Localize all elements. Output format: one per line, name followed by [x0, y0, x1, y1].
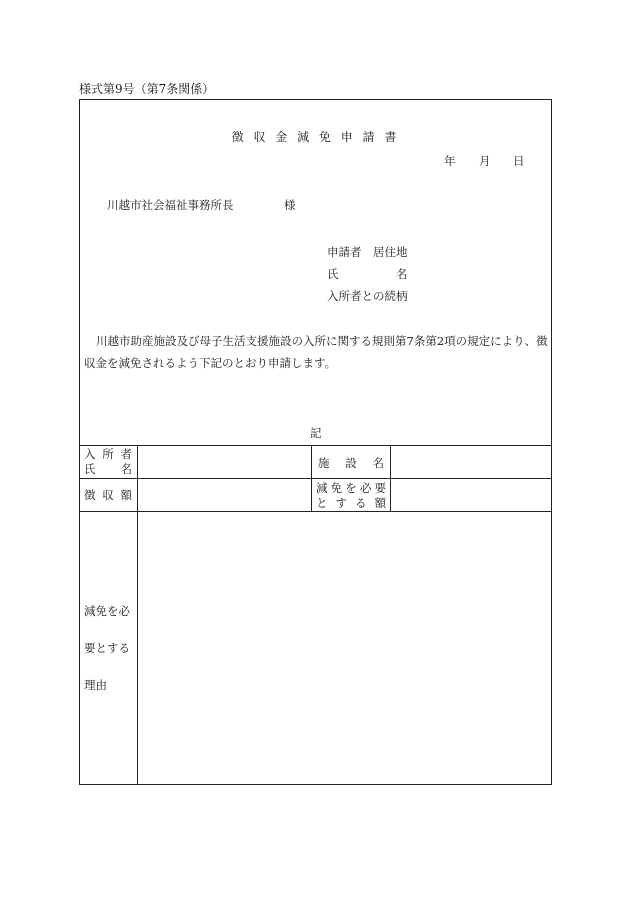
date-year-label: 年 — [444, 154, 456, 168]
table-col-divider — [311, 445, 312, 511]
reduction-amount-label-line2: とする額 — [316, 496, 386, 510]
facility-name-label: 施設名 — [318, 456, 384, 470]
reason-label-line3: 理由 — [84, 678, 107, 692]
applicant-relation-label: 入所者との続柄 — [327, 289, 408, 303]
addressee-honorific: 様 — [284, 198, 296, 212]
applicant-name-label-given: 名 — [396, 267, 408, 281]
applicant-address-label: 申請者 居住地 — [327, 245, 408, 259]
resident-name-label-line1: 入所者 — [84, 447, 132, 461]
date-month-label: 月 — [479, 154, 491, 168]
form-number: 様式第9号（第7条関係） — [79, 82, 215, 96]
reason-field[interactable] — [138, 512, 551, 784]
ki-heading: 記 — [310, 426, 322, 440]
document-title: 徴 収 金 減 免 申 請 書 — [231, 130, 400, 144]
applicant-name-label-family: 氏 — [327, 267, 339, 281]
application-statement: 川越市助産施設及び母子生活支援施設の入所に関する規則第7条第2項の規定により、徴収金を減免されるよう下記のとおり申請します。 — [84, 334, 548, 370]
fee-amount-label: 徴収額 — [84, 488, 132, 502]
facility-name-field[interactable] — [391, 446, 551, 477]
resident-name-field[interactable] — [138, 446, 310, 477]
reduction-amount-label-line1: 減免を必要 — [316, 481, 386, 495]
fee-amount-field[interactable] — [138, 479, 310, 510]
addressee-name: 川越市社会福祉事務所長 — [107, 198, 234, 212]
resident-name-label-line2: 氏 名 — [84, 462, 132, 476]
reduction-amount-field[interactable] — [391, 479, 551, 510]
reason-label-line1: 減免を必 — [84, 604, 130, 618]
reason-label-line2: 要とする — [84, 641, 130, 655]
date-day-label: 日 — [513, 154, 525, 168]
